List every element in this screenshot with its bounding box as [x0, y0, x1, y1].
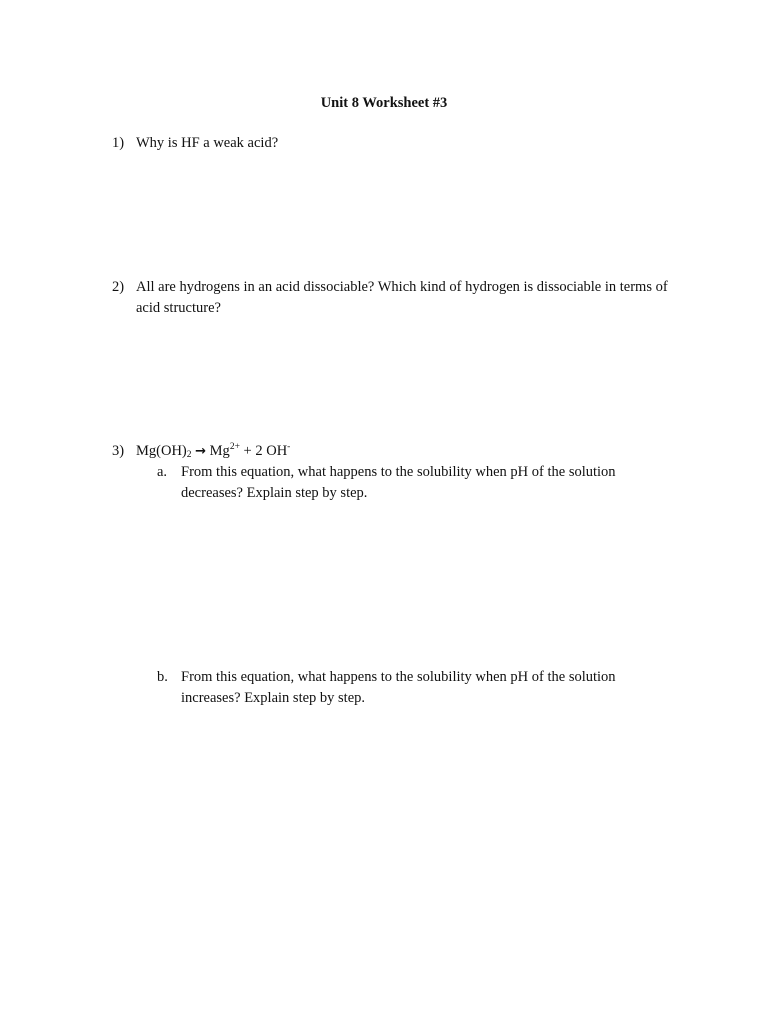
question-3-number: 3)	[112, 443, 125, 459]
question-2	[112, 277, 678, 319]
question-2-number: 2)	[112, 279, 125, 295]
equation-reactant: Mg(OH)	[136, 443, 187, 459]
question-3-part-b	[157, 667, 657, 709]
question-2-text: All are hydrogens in an acid dissociable? Which kind of hydrogen is dissociable in terms of acid structure?	[136, 279, 668, 316]
equation-product-mg: Mg	[209, 443, 230, 459]
equation-reactant-subscript: 2	[186, 450, 192, 460]
question-3-equation	[136, 441, 682, 462]
question-3	[112, 441, 682, 462]
question-3-part-a	[157, 462, 657, 504]
question-1-number: 1)	[112, 135, 125, 151]
part-a-letter: a.	[157, 464, 168, 480]
reaction-arrow-icon: →	[195, 444, 207, 459]
question-1-text: Why is HF a weak acid?	[136, 135, 279, 151]
worksheet-title: Unit 8 Worksheet #3	[320, 95, 448, 111]
question-1	[112, 133, 682, 154]
part-b-text: From this equation, what happens to the solubility when pH of the solution increases? Explain step by step.	[181, 669, 616, 706]
equation-oh-charge: -	[287, 442, 291, 452]
part-b-letter: b.	[157, 669, 168, 685]
equation-mg-charge: 2+	[229, 442, 240, 452]
part-a-text: From this equation, what happens to the solubility when pH of the solution decreases? Explain step by step.	[181, 464, 616, 501]
equation-product-oh: + 2 OH	[243, 443, 288, 459]
